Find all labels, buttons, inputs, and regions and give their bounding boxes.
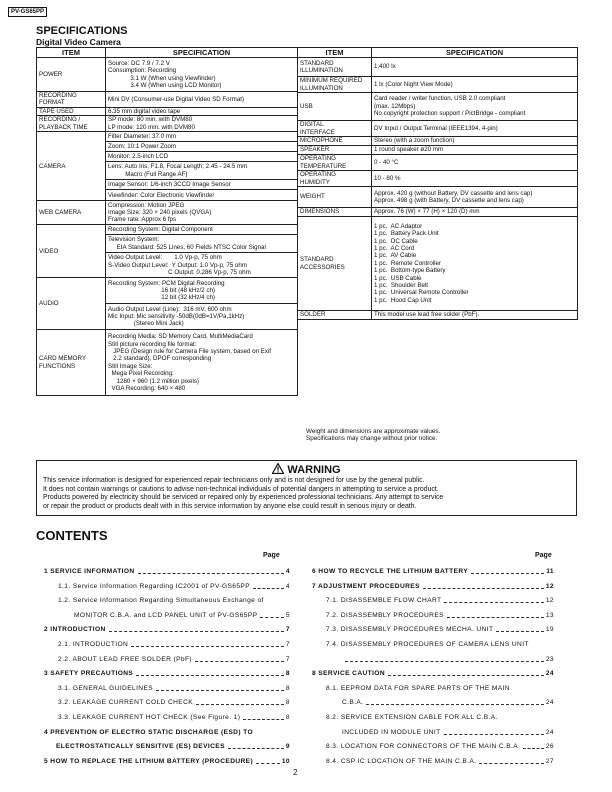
toc-leader <box>471 573 544 574</box>
spec-item <box>37 330 106 396</box>
spec-subrow <box>106 141 297 151</box>
spec-value <box>106 132 298 201</box>
spec-item-label: TEMPERATURE <box>300 162 347 170</box>
toc-entry[interactable] <box>342 699 554 707</box>
toc-leader <box>345 661 544 662</box>
spec-row <box>298 77 578 93</box>
spec-row <box>298 311 578 320</box>
spec-line: VGA Recording: 640 × 480 <box>108 384 186 392</box>
spec-value <box>372 311 578 320</box>
toc-page-label-right: Page <box>535 552 552 559</box>
toc-entry[interactable] <box>44 670 290 678</box>
toc-entry-page: 19 <box>545 626 554 634</box>
spec-item-label: WEIGHT <box>300 193 325 201</box>
spec-value <box>372 155 578 171</box>
toc-entry[interactable] <box>58 597 290 605</box>
toc-entry-page: 7 <box>285 655 290 663</box>
toc-leader <box>196 704 284 705</box>
spec-item <box>37 201 106 225</box>
spec-line: Mic Input: Mic sensitivity -50dB(0dB=1V/Pa,1kHz) <box>108 313 245 321</box>
toc-entry-page: 8 <box>285 699 290 707</box>
toc-entry-page: 24 <box>545 728 554 736</box>
spec-line: DV Input / Output Terminal (IEEE1394, 4-pin) <box>374 124 498 132</box>
spec-line: 1 pc. AC Cord <box>374 244 415 252</box>
toc-entry[interactable] <box>326 758 554 766</box>
warning-line: or repair the product or products dealt with in this service information by anyone else could result in serious injury or death. <box>43 502 417 510</box>
spec-line: Source: DC 7.9 / 7.2 V <box>108 59 170 67</box>
toc-leader <box>131 646 284 647</box>
spec-line: 1,400 lx <box>374 63 396 71</box>
spec-item-label: TAPE USED <box>39 107 74 115</box>
spec-line: Stereo (with a zoom function) <box>374 137 455 145</box>
spec-row <box>37 225 298 278</box>
spec-line: 1 pc. Remote Controller <box>374 259 442 267</box>
spec-line: Television System: <box>108 236 160 244</box>
spec-row <box>37 58 298 92</box>
toc-entry-title: ELECTROSTATICALLY SENSITIVE (ES) DEVICES <box>56 743 225 751</box>
spec-row <box>298 146 578 155</box>
toc-entry[interactable] <box>44 626 290 634</box>
spec-item-label: STANDARD <box>300 256 334 264</box>
spec-item-label: ILLUMINATION <box>300 84 343 92</box>
spec-item-label: FORMAT <box>39 99 65 107</box>
toc-entry-page: 4 <box>285 582 290 590</box>
spec-line: Filter Diameter: 37.0 mm <box>108 133 177 141</box>
toc-leader <box>444 734 544 735</box>
spec-subrow <box>106 189 297 200</box>
toc-entry[interactable] <box>58 699 290 707</box>
spec-item <box>37 107 106 115</box>
toc-page-label-left: Page <box>263 552 280 559</box>
col-header-specification: SPECIFICATION <box>372 48 578 58</box>
spec-line: Approx. 76 (W) × 77 (H) × 120 (D) mm <box>374 208 480 216</box>
spec-row <box>37 132 298 201</box>
toc-entry-title: 1 SERVICE INFORMATION <box>44 568 135 575</box>
spec-item-label: FUNCTIONS <box>39 362 76 370</box>
toc-leader <box>256 763 280 764</box>
spec-line: 1 pc. Battery Pack Unit <box>374 230 439 238</box>
spec-value <box>372 58 578 77</box>
toc-entry[interactable] <box>326 597 554 605</box>
spec-line: S-Video Output Level: Y Output: 1.0 Vp-p, 75 ohm <box>108 261 247 269</box>
spec-note: Weight and dimensions are approximate values. <box>306 428 441 435</box>
spec-item-label: USB <box>300 102 313 110</box>
toc-entry-title: 8.4. CSP IC LOCATION OF THE MAIN C.B.A. <box>326 757 477 765</box>
toc-leader <box>444 602 543 603</box>
toc-entry-title: 7.1. DISASSEMBLE FLOW CHART <box>326 597 442 605</box>
spec-item-label: AUDIO <box>39 300 59 308</box>
spec-value <box>372 77 578 93</box>
toc-leader <box>423 588 544 589</box>
spec-item <box>37 278 106 330</box>
spec-line: Recording Media: SD Memory Card, MultiMediaCard <box>108 333 253 341</box>
toc-entry-page: 5 <box>285 611 290 619</box>
spec-subrow <box>106 132 297 141</box>
spec-subrow <box>106 161 297 179</box>
spec-item-label: CAMERA <box>39 162 66 170</box>
toc-entry-page: 7 <box>285 626 290 634</box>
toc-entry[interactable] <box>326 626 554 634</box>
spec-item <box>298 137 372 146</box>
spec-value <box>372 187 578 208</box>
spec-row <box>37 116 298 132</box>
specifications-subtitle: Digital Video Camera <box>36 37 121 47</box>
spec-item-label: WEB CAMERA <box>39 209 82 217</box>
spec-line: Mega Pixel Recording: <box>108 370 174 378</box>
spec-line: 3.4 W (When using LCD Monitor) <box>108 81 222 89</box>
spec-line: 1 lx (Color Night View Mode) <box>374 80 453 88</box>
spec-line: (Stereo Mini Jack) <box>108 320 184 328</box>
spec-row <box>37 201 298 225</box>
toc-entry-title: 5 HOW TO REPLACE THE LITHIUM BATTERY (PROCEDURE) <box>44 757 254 765</box>
spec-value <box>106 225 298 278</box>
spec-item <box>298 208 372 217</box>
spec-item <box>298 187 372 208</box>
spec-row <box>298 121 578 137</box>
warning-title-text: WARNING <box>287 464 341 476</box>
spec-line: SP mode: 80 min. with DVM80 <box>108 116 193 124</box>
spec-line: Compression: Motion JPEG <box>108 201 185 209</box>
toc-entry-title: C.B.A. <box>342 699 364 707</box>
toc-entry[interactable] <box>312 568 554 576</box>
spec-item-label: SPEAKER <box>300 146 330 154</box>
toc-leader <box>195 661 284 662</box>
col-header-item: ITEM <box>37 48 106 58</box>
toc-entry-title: 8 SERVICE CAUTION <box>312 670 385 678</box>
spec-row <box>298 217 578 311</box>
spec-item <box>298 155 372 171</box>
toc-entry-title: 8.2. SERVICE EXTENSION CABLE FOR ALL C.B.A. <box>326 714 498 721</box>
warning-line: This service information is designed for experienced repair technicians only and is not designed for use by the general public. <box>43 477 425 484</box>
toc-leader <box>447 617 544 618</box>
spec-item <box>37 225 106 278</box>
spec-row <box>37 107 298 115</box>
spec-item-label: DIGITAL <box>300 121 324 129</box>
spec-item <box>298 77 372 93</box>
spec-line: Still Image Size: <box>108 362 153 370</box>
spec-row <box>298 58 578 77</box>
spec-line: Frame rate: Approx 6 fps <box>108 216 177 224</box>
toc-entry[interactable] <box>326 612 554 620</box>
spec-item <box>298 311 372 320</box>
spec-line: Lens: Auto Iris, F1.8, Focal Length; 2.45 - 24.5 mm <box>108 163 248 171</box>
spec-line: Macro (Full Range AF) <box>108 170 188 178</box>
spec-item <box>37 132 106 201</box>
toc-entry-title: 1.1. Service Information Regarding IC2001 of PV-GS65PP <box>58 582 251 590</box>
warning-line: Products powered by electricity should be serviced or repaired only by experienced professional technicians. Any attempt to service <box>43 494 444 502</box>
spec-item-label: MINIMUM REQUIRED <box>300 77 363 85</box>
spec-value <box>106 116 298 132</box>
spec-row <box>298 155 578 171</box>
toc-entry-page: 10 <box>281 757 290 765</box>
spec-value <box>106 278 298 330</box>
spec-line: Approx. 498 g (with Battery, DV cassette and lens cap) <box>374 197 524 204</box>
toc-entry-title: 2.2. ABOUT LEAD FREE SOLDER (PbF) <box>58 655 192 663</box>
spec-value <box>372 217 578 311</box>
spec-item-label: VIDEO <box>39 247 59 255</box>
toc-entry[interactable] <box>312 583 554 591</box>
toc-leader <box>496 631 543 632</box>
spec-line: Zoom: 10:1 Power Zoom <box>108 143 177 151</box>
spec-line: 2.2 standard), DPOF corresponding <box>108 355 212 363</box>
spec-item <box>37 92 106 108</box>
spec-line: JPEG (Design rule for Camera File system, based on Exif <box>108 347 271 355</box>
spec-item-label: MICROPHONE <box>300 137 343 145</box>
toc-entry-page: 11 <box>546 568 554 575</box>
spec-line: 1 pc. Shoulder Belt <box>374 282 429 290</box>
spec-item <box>37 116 106 132</box>
toc-entry[interactable] <box>56 743 290 751</box>
spec-item-label: ILLUMINATION <box>300 67 343 74</box>
spec-item-label: CARD MEMORY <box>39 355 86 363</box>
toc-entry[interactable] <box>58 685 290 693</box>
toc-entry-page: 26 <box>545 743 554 751</box>
spec-subrow <box>106 151 297 161</box>
spec-value <box>372 171 578 187</box>
spec-line: Card reader / writer function, USB 2.0 compliant <box>374 95 506 103</box>
toc-leader <box>260 617 284 618</box>
spec-value <box>372 121 578 137</box>
spec-value <box>372 93 578 121</box>
spec-line: 16 bit (48 kHz/2 ch) <box>108 287 215 295</box>
spec-row <box>298 137 578 146</box>
spec-line: 1 pc. Hood Cap Unit <box>374 296 432 304</box>
toc-entry[interactable] <box>44 758 290 766</box>
model-number-badge: PV-GS65PP <box>8 7 47 17</box>
toc-entry-title: 3.3. LEAKAGE CURRENT HOT CHECK (See Figure. 1) <box>58 714 241 721</box>
spec-item-label: SOLDER <box>300 311 326 319</box>
spec-line: Mini DV (Consumer-use Digital Video SD Format) <box>108 95 245 103</box>
spec-value <box>372 208 578 217</box>
spec-line: 1280 × 960 (1.2 million pixels) <box>108 377 199 385</box>
specifications-heading: SPECIFICATIONS <box>36 25 128 37</box>
toc-entry[interactable] <box>74 612 290 620</box>
toc-entry[interactable] <box>44 729 290 737</box>
toc-entry-page: 24 <box>545 670 554 678</box>
contents-heading: CONTENTS <box>36 528 108 543</box>
spec-line: (max. 12Mbps) <box>374 102 416 110</box>
toc-entry-title: 8.3. LOCATION FOR CONNECTORS OF THE MAIN C.B.A. <box>326 743 521 751</box>
toc-entry-page: 24 <box>545 699 554 707</box>
toc-entry-page: 9 <box>285 743 290 751</box>
toc-entry-title: 7.3. DISASSEMBLY PROCEDURES MECHA. UNIT <box>326 626 494 634</box>
spec-item <box>37 58 106 92</box>
spec-row <box>298 171 578 187</box>
toc-leader <box>136 675 284 676</box>
spec-item-label: OPERATING <box>300 155 336 163</box>
spec-line: Approx. 420 g (without Battery, DV cassette and lens cap) <box>374 189 533 197</box>
spec-line: C Output: 0.286 Vp-p, 75 ohm <box>108 268 251 276</box>
warning-title <box>37 463 576 476</box>
toc-entry[interactable] <box>342 729 554 737</box>
spec-line: Audio Output Level (Line): 316 mV, 600 ohm <box>108 305 232 313</box>
toc-entry-title: 3 SAFETY PRECAUTIONS <box>44 670 134 678</box>
spec-line: Image Size: 320 × 240 pixels (QVGA) <box>108 209 212 217</box>
spec-table-right <box>297 47 578 320</box>
spec-item-label: PLAYBACK TIME <box>39 123 88 131</box>
toc-leader <box>228 748 284 749</box>
toc-entry[interactable] <box>326 743 554 751</box>
toc-entry-title: 7 ADJUSTMENT PROCEDURES <box>312 582 420 590</box>
toc-entry[interactable] <box>44 568 290 576</box>
toc-entry-title: 3.2. LEAKAGE CURRENT COLD CHECK <box>58 699 194 707</box>
toc-entry-page: 8 <box>285 670 290 678</box>
toc-entry-page: 13 <box>545 611 554 619</box>
spec-line: 1 round speaker ø20 mm <box>374 146 444 154</box>
spec-subrow <box>106 252 297 277</box>
col-header-specification: SPECIFICATION <box>106 48 298 58</box>
toc-leader <box>156 690 284 691</box>
spec-value <box>106 107 298 115</box>
toc-entry-page: 12 <box>545 597 554 605</box>
toc-entry[interactable] <box>58 641 290 649</box>
spec-item-label: RECORDING <box>39 92 77 99</box>
spec-line: Image Sensor: 1/6-inch 3CCD Image Sensor <box>108 181 231 189</box>
toc-leader <box>523 748 544 749</box>
toc-entry[interactable] <box>58 714 290 722</box>
spec-line: Video Output Level: 1.0 Vp-p, 75 ohm <box>108 254 222 262</box>
spec-row <box>37 278 298 330</box>
toc-entry[interactable] <box>342 656 554 664</box>
spec-line: 6.35 mm digital video tape <box>108 107 181 115</box>
toc-entry[interactable] <box>312 670 554 678</box>
spec-line: Monitor: 2.5-inch LCD <box>108 153 169 161</box>
toc-leader <box>253 588 284 589</box>
toc-leader <box>138 573 284 574</box>
spec-line: 1 pc. AV Cable <box>374 252 417 260</box>
spec-line: 12 bit (32 kHz/4 ch) <box>108 294 215 302</box>
spec-line: Consumption: Recording <box>108 67 177 75</box>
spec-item-label: DIMENSIONS <box>300 208 340 216</box>
spec-item-label: HUMIDITY <box>300 178 330 186</box>
spec-item-label: STANDARD <box>300 59 334 67</box>
spec-line: 1 pc. Universal Remote Controller <box>374 289 469 297</box>
toc-leader <box>479 763 543 764</box>
toc-leader <box>243 719 284 720</box>
toc-entry-title: 7.4. DISASSEMBLY PROCEDURES OF CAMERA LENS UNIT <box>326 641 529 648</box>
spec-row <box>37 330 298 396</box>
spec-item <box>298 217 372 311</box>
spec-subrow <box>106 303 297 329</box>
spec-item <box>298 171 372 187</box>
spec-line: 1 pc. DC Cable <box>374 237 418 245</box>
spec-row <box>298 208 578 217</box>
col-header-item: ITEM <box>298 48 372 58</box>
warning-text <box>43 477 572 511</box>
spec-subrow <box>106 225 297 234</box>
spec-line: Recording System: Digital Component <box>108 226 213 234</box>
toc-entry-title: 8.1. EEPROM DATA FOR SPARE PARTS OF THE MAIN <box>326 684 510 692</box>
spec-value <box>106 58 298 92</box>
spec-line: 1 pc. Bottom-type Battery <box>374 267 446 275</box>
spec-subrow <box>106 278 297 303</box>
spec-subrow <box>106 234 297 252</box>
toc-entry[interactable] <box>326 641 554 649</box>
spec-item <box>298 93 372 121</box>
spec-item <box>298 121 372 137</box>
toc-entry-title: 2.1. INTRODUCTION <box>58 641 129 648</box>
toc-leader <box>388 675 544 676</box>
toc-entry-title: 6 HOW TO RECYCLE THE LITHIUM BATTERY <box>312 568 469 575</box>
toc-entry-page: 27 <box>545 757 554 765</box>
toc-entry-title: 1.2. Service Information Regarding Simultaneous Exchange of <box>58 597 264 605</box>
toc-entry-page: 7 <box>285 641 290 648</box>
spec-row <box>37 92 298 108</box>
spec-item-label: POWER <box>39 70 63 78</box>
warning-line: It does not contain warnings or cautions to advise non-technical individuals of potential dangers in attempting to service a product. <box>43 485 439 493</box>
spec-value <box>372 137 578 146</box>
spec-value <box>106 92 298 108</box>
toc-entry-title: 4 PREVENTION OF ELECTRO STATIC DISCHARGE (ESD) TO <box>44 728 253 736</box>
spec-item-label: INTERFACE <box>300 128 335 136</box>
spec-line: Recording System: PCM Digital Recording <box>108 279 225 287</box>
toc-entry[interactable] <box>58 656 290 664</box>
spec-line: 3.1 W (When using Viewfinder) <box>108 74 216 82</box>
spec-line: 1 pc. AC Adaptor <box>374 222 423 230</box>
toc-entry-page: 23 <box>545 655 554 663</box>
spec-line: 0 - 40 °C <box>374 158 399 166</box>
spec-value <box>372 146 578 155</box>
toc-entry-page: 8 <box>285 684 290 692</box>
toc-entry-page: 8 <box>285 714 290 721</box>
toc-entry-title: 7.2. DISASSEMBLY PROCEDURES <box>326 611 444 619</box>
spec-line: No copyright protection support / PictBridge - compliant <box>374 110 526 118</box>
spec-item-label: OPERATING <box>300 171 336 179</box>
toc-entry[interactable] <box>326 714 554 722</box>
spec-line: 10 - 80 % <box>374 174 401 182</box>
toc-entry-page: 4 <box>285 568 290 575</box>
toc-entry-page: 12 <box>545 582 554 590</box>
spec-table-left <box>36 47 298 396</box>
toc-entry-title: 3.1. GENERAL GUIDELINES <box>58 684 154 692</box>
spec-line: Viewfinder: Color Electronic Viewfinder <box>108 191 215 199</box>
toc-entry-title: 2 INTRODUCTION <box>44 626 106 634</box>
toc-entry-title: INCLUDED IN MODULE UNIT <box>342 728 441 736</box>
toc-leader <box>366 704 543 705</box>
warning-box <box>36 460 577 516</box>
spec-line: This model use lead free solder (PbF). <box>374 311 480 319</box>
spec-notes <box>306 428 440 443</box>
page-number: 2 <box>293 768 298 777</box>
spec-subrow <box>106 179 297 189</box>
spec-line: 1 pc. USB Cable <box>374 274 422 282</box>
spec-line: Still picture recording file format: <box>108 340 197 348</box>
spec-item-label: RECORDING / <box>39 116 81 124</box>
spec-note: Specifications may change without prior notice. <box>306 435 438 443</box>
spec-value <box>106 330 298 396</box>
toc-leader <box>109 631 284 632</box>
toc-entry[interactable] <box>58 583 290 591</box>
spec-line: EIA Standard: 525 Lines, 60 Fields NTSC Color Signal <box>108 243 266 251</box>
warning-triangle-icon <box>272 463 284 474</box>
spec-value <box>106 201 298 225</box>
spec-row <box>298 93 578 121</box>
spec-item-label: ACCESSORIES <box>300 263 345 271</box>
spec-item <box>298 146 372 155</box>
toc-entry-title: MONITOR C.B.A. and LCD PANEL UNIT of PV-GS65PP <box>74 611 258 619</box>
toc-entry[interactable] <box>326 685 554 693</box>
spec-item <box>298 58 372 77</box>
spec-row <box>298 187 578 208</box>
spec-line: LP mode: 120 min. with DVM80 <box>108 123 195 131</box>
